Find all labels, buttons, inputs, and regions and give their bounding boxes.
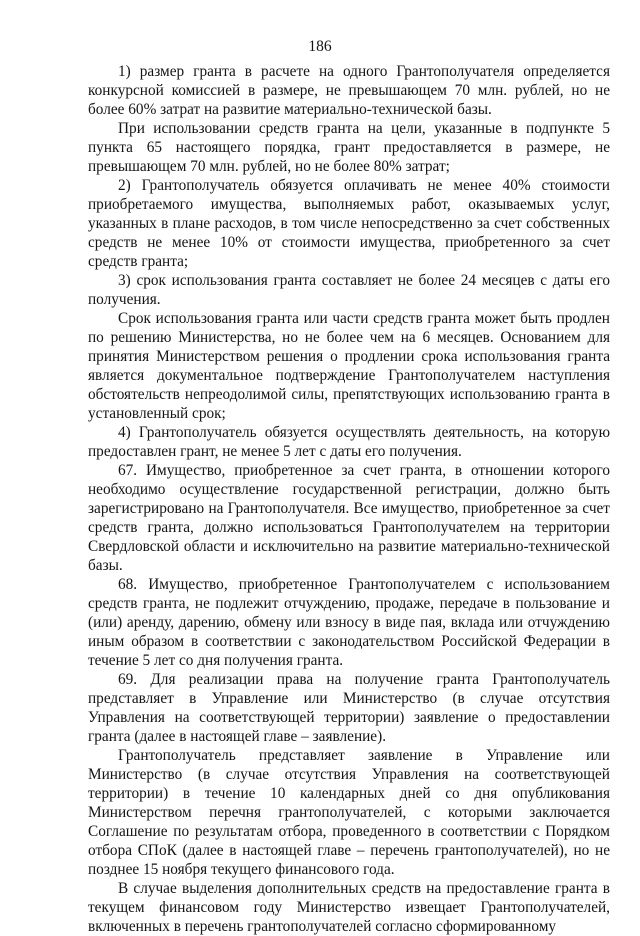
- paragraph-section-67: 67. Имущество, приобретенное за счет гранта, в отношении которого необходимо осуществление государственной регистрации, должно быть зарегистрировано на Грантополучателя. Все имущество, приобретенное за счет средств гранта, должно использоваться Грантополучателем на территории Свердловской области и исключительно на развитие материально-технической базы.: [88, 462, 610, 574]
- paragraph-item-3-term: 3) срок использования гранта составляет не более 24 месяцев с даты его получения.: [88, 272, 610, 308]
- page-number: 186: [308, 38, 332, 55]
- paragraph-section-69: 69. Для реализации права на получение гранта Грантополучатель представляет в Управление или Министерство (в случае отсутствия Управления на соответствующей территории) заявление о предоставлении гранта (далее в настоящей главе – заявление).: [88, 671, 610, 745]
- paragraph-application-submission: Грантополучатель представляет заявление в Управление или Министерство (в случае отсутствия Управления на соответствующей территории) в течение 10 календарных дней со дня опубликования Министерством перечня грантополучателей, с которыми заключается Соглашение по результатам отбора, проведенного в соответствии с Порядком отбора СПоК (далее в настоящей главе – перечень грантополучателей), но не позднее 15 ноября текущего финансового года.: [88, 747, 610, 878]
- paragraph-item-4-activity: 4) Грантополучатель обязуется осуществлять деятельность, на которую предоставлен грант, не менее 5 лет с даты его получения.: [88, 424, 610, 460]
- paragraph-term-extension: Срок использования гранта или части средств гранта может быть продлен по решению Министерства, но не более чем на 6 месяцев. Основанием для принятия Министерством решения о продлении срока использования гранта является документальное подтверждение Грантополучателем наступления обстоятельств непреодолимой силы, препятствующих использованию гранта в установленный срок;: [88, 310, 610, 422]
- paragraph-item-2-cofinancing: 2) Грантополучатель обязуется оплачивать не менее 40% стоимости приобретаемого имущества, выполняемых работ, оказываемых услуг, указанных в плане расходов, в том числе непосредственно за счет собственных средств не менее 10% от стоимости имущества, приобретенного за счет средств гранта;: [88, 177, 610, 270]
- document-body: [88, 62, 610, 936]
- paragraph-additional-funds: В случае выделения дополнительных средств на предоставление гранта в текущем финансовом году Министерство извещает Грантополучателей, включенных в перечень грантополучателей согласно сформированному: [88, 880, 610, 935]
- paragraph-item-1-grant-size: 1) размер гранта в расчете на одного Грантополучателя определяется конкурсной комиссией в размере, не превышающем 70 млн. рублей, но не более 60% затрат на развитие материально-технической базы.: [88, 63, 610, 118]
- paragraph-grant-use-subparagraph-5: При использовании средств гранта на цели, указанные в подпункте 5 пункта 65 настоящего порядка, грант предоставляется в размере, не превышающем 70 млн. рублей, но не более 80% затрат;: [88, 120, 610, 175]
- paragraph-section-68: 68. Имущество, приобретенное Грантополучателем с использованием средств гранта, не подлежит отчуждению, продаже, передаче в пользование и (или) аренду, дарению, обмену или взносу в виде пая, вклада или отчуждению иным образом в соответствии с законодательством Российской Федерации в течение 5 лет со дня получения гранта.: [88, 576, 610, 669]
